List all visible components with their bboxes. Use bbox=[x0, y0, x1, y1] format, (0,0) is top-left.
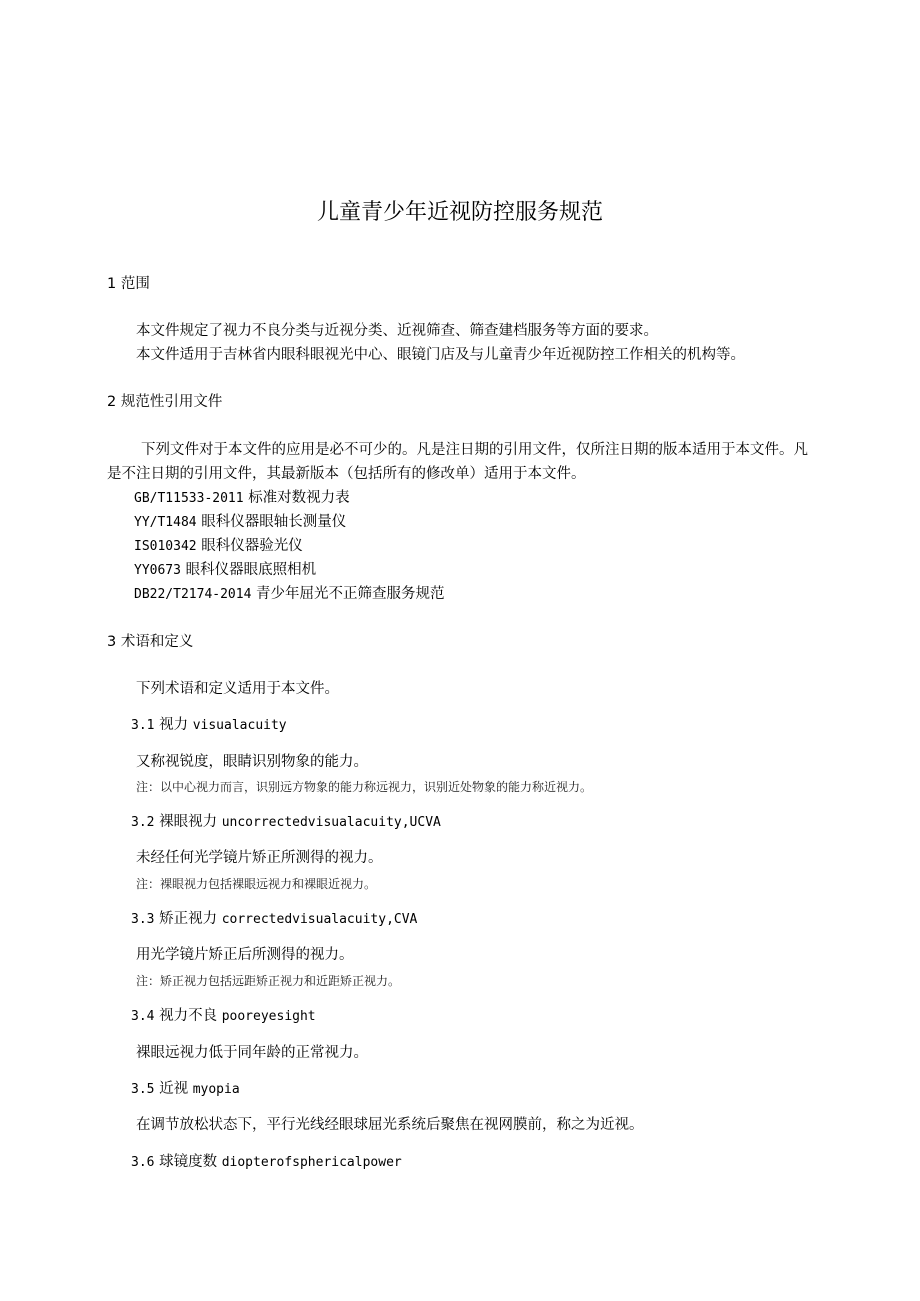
term-note: 注：裸眼视力包括裸眼远视力和裸眼近视力。 bbox=[136, 877, 377, 891]
reference-code: DB22/T2174-2014 bbox=[134, 587, 252, 602]
reference-code: GB/T11533-2011 bbox=[134, 491, 244, 506]
term-heading bbox=[131, 1079, 240, 1100]
term-number: 3.5 bbox=[131, 1082, 155, 1097]
term-number: 3.6 bbox=[131, 1155, 155, 1170]
reference-item bbox=[134, 584, 445, 605]
reference-code: IS010342 bbox=[134, 539, 197, 554]
term-definition: 在调节放松状态下，平行光线经眼球屈光系统后聚焦在视网膜前，称之为近视。 bbox=[136, 1117, 644, 1133]
term-note: 注：矫正视力包括远距矫正视力和近距矫正视力。 bbox=[136, 974, 401, 988]
term-english: correctedvisualacuity,CVA bbox=[221, 912, 418, 927]
section-1-paragraph-1: 本文件规定了视力不良分类与近视分类、近视筛查、筛查建档服务等方面的要求。 bbox=[136, 323, 658, 339]
term-chinese: 视力不良 bbox=[159, 1008, 218, 1024]
section-2-paragraph-line-1: 下列文件对于本文件的应用是必不可少的。凡是注日期的引用文件，仅所注日期的版本适用于本文件。凡 bbox=[141, 442, 808, 458]
section-2-paragraph-line-2: 是不注日期的引用文件，其最新版本（包括所有的修改单）适用于本文件。 bbox=[107, 466, 586, 482]
term-english: diopterofsphericalpower bbox=[221, 1155, 402, 1170]
term-chinese: 近视 bbox=[159, 1081, 189, 1097]
term-chinese: 球镜度数 bbox=[159, 1154, 218, 1170]
reference-item bbox=[134, 488, 350, 509]
term-number: 3.4 bbox=[131, 1009, 155, 1024]
term-number: 3.1 bbox=[131, 718, 155, 733]
section-3-intro: 下列术语和定义适用于本文件。 bbox=[136, 681, 339, 697]
document-title: 儿童青少年近视防控服务规范 bbox=[316, 200, 603, 225]
reference-item bbox=[134, 536, 303, 557]
term-english: pooreyesight bbox=[221, 1009, 316, 1024]
term-chinese: 裸眼视力 bbox=[159, 814, 218, 830]
term-heading bbox=[131, 812, 441, 833]
term-english: myopia bbox=[192, 1082, 240, 1097]
term-number: 3.3 bbox=[131, 912, 155, 927]
reference-code: YY/T1484 bbox=[134, 515, 197, 530]
term-heading bbox=[131, 1152, 402, 1173]
section-3-heading: 3 术语和定义 bbox=[107, 634, 194, 650]
reference-name: 青少年屈光不正筛查服务规范 bbox=[256, 586, 445, 602]
reference-name: 标准对数视力表 bbox=[248, 490, 350, 506]
term-chinese: 矫正视力 bbox=[159, 911, 218, 927]
term-heading bbox=[131, 1006, 316, 1027]
term-definition: 又称视锐度，眼睛识别物象的能力。 bbox=[136, 754, 368, 770]
section-1-paragraph-2: 本文件适用于吉林省内眼科眼视光中心、眼镜门店及与儿童青少年近视防控工作相关的机构等。 bbox=[136, 347, 745, 363]
term-note: 注：以中心视力而言，识别远方物象的能力称远视力，识别近处物象的能力称近视力。 bbox=[136, 780, 593, 794]
section-2-heading: 2 规范性引用文件 bbox=[107, 394, 223, 410]
reference-item bbox=[134, 512, 346, 533]
term-chinese: 视力 bbox=[159, 717, 189, 733]
reference-name: 眼科仪器眼轴长测量仪 bbox=[201, 514, 347, 530]
reference-name: 眼科仪器眼底照相机 bbox=[185, 562, 317, 578]
reference-code: YY0673 bbox=[134, 563, 181, 578]
term-number: 3.2 bbox=[131, 815, 155, 830]
reference-item bbox=[134, 560, 316, 581]
term-heading bbox=[131, 715, 287, 736]
term-definition: 裸眼远视力低于同年龄的正常视力。 bbox=[136, 1045, 368, 1061]
term-definition: 未经任何光学镜片矫正所测得的视力。 bbox=[136, 850, 383, 866]
term-english: uncorrectedvisualacuity,UCVA bbox=[221, 815, 441, 830]
reference-name: 眼科仪器验光仪 bbox=[201, 538, 303, 554]
term-heading bbox=[131, 909, 417, 930]
term-english: visualacuity bbox=[192, 718, 287, 733]
section-1-heading: 1 范围 bbox=[107, 276, 150, 292]
term-definition: 用光学镜片矫正后所测得的视力。 bbox=[136, 947, 354, 963]
